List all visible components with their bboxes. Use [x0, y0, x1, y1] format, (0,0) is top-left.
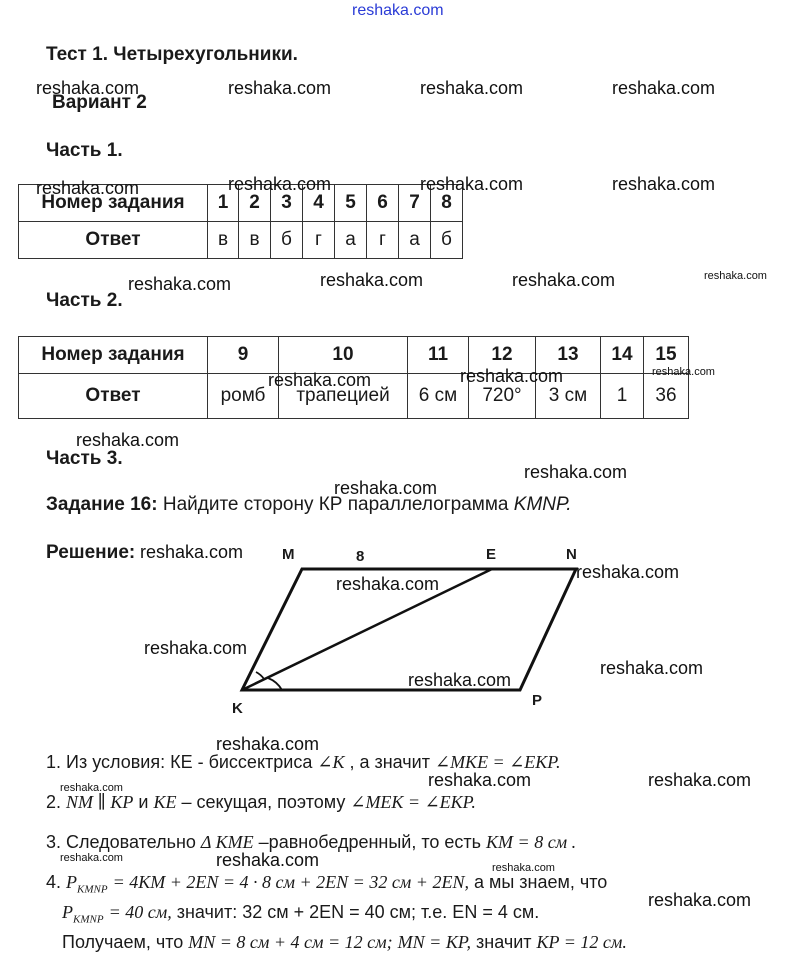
- watermark[interactable]: reshaka.com: [268, 370, 372, 390]
- task16-text: Найдите сторону КР параллелограмма: [162, 494, 509, 515]
- part3-title: Часть 3.: [46, 448, 123, 469]
- watermark[interactable]: reshaka.com: [60, 852, 123, 864]
- watermark[interactable]: reshaka.com: [576, 562, 680, 582]
- page-title: Тест 1. Четырехугольники.: [46, 44, 298, 65]
- part1-task-header: Номер задания: [19, 185, 208, 222]
- watermark[interactable]: reshaka.com: [140, 542, 244, 562]
- part1-answer-cell: а: [335, 222, 367, 259]
- part1-task-cell: 2: [239, 185, 271, 222]
- vertex-n-label: N: [566, 546, 577, 563]
- watermark[interactable]: reshaka.com: [648, 770, 752, 790]
- watermark[interactable]: reshaka.com: [60, 782, 123, 794]
- part2-task-cell: 15: [644, 337, 689, 374]
- step4-math-2: = 4KM + 2EN = 4 · 8 см + 2EN = 32 см + 2EN,: [112, 872, 469, 892]
- watermark[interactable]: reshaka.com: [128, 274, 232, 294]
- watermark[interactable]: reshaka.com: [420, 174, 524, 194]
- part1-task-cell: 5: [335, 185, 367, 222]
- watermark[interactable]: reshaka.com: [612, 174, 716, 194]
- part1-task-cell: 7: [399, 185, 431, 222]
- vertex-p-label: P: [532, 692, 543, 709]
- part1-answer-cell: г: [303, 222, 335, 259]
- vertex-e-label: E: [486, 546, 497, 563]
- step5-math-3: KP = 12 см.: [536, 932, 627, 952]
- part2-answer-cell: 36: [644, 374, 689, 419]
- part1-task-cell: 4: [303, 185, 335, 222]
- task16-figure-name: KMNP.: [513, 494, 572, 515]
- part2-answer-cell: 720°: [469, 374, 536, 419]
- part1-answer-cell: в: [239, 222, 271, 259]
- step3-text-b: –равнобедренный, то есть: [258, 832, 482, 852]
- angle-arc-2: [268, 678, 282, 690]
- watermark[interactable]: reshaka.com: [492, 862, 555, 874]
- part1-title: Часть 1.: [46, 140, 123, 161]
- step4-math-4: = 40 см,: [108, 902, 172, 922]
- step3-text-a: 3. Следовательно: [46, 832, 196, 852]
- watermark[interactable]: reshaka.com: [336, 574, 440, 594]
- solution-label: Решение:: [46, 542, 136, 563]
- watermark[interactable]: reshaka.com: [428, 770, 532, 790]
- watermark[interactable]: reshaka.com: [228, 174, 332, 194]
- part2-answer-cell: ромб: [208, 374, 279, 419]
- step2-math-3: ∠MEK = ∠EKP.: [350, 792, 476, 812]
- part1-task-cell: 6: [367, 185, 399, 222]
- part2-task-cell: 10: [279, 337, 408, 374]
- step1-text-a: 1. Из условия: КЕ - биссектриса: [46, 752, 313, 772]
- step1-text-b: , а значит: [349, 752, 430, 772]
- step1-math-1: ∠K: [317, 752, 345, 772]
- step2-math-2: KE: [153, 792, 177, 812]
- vertex-m-label: M: [282, 546, 295, 563]
- step5-math-1: MN = 8 см + 4 см = 12 см;: [188, 932, 393, 952]
- watermark[interactable]: reshaka.com: [36, 178, 140, 198]
- part2-answer-header: Ответ: [19, 374, 208, 419]
- part2-answer-cell: 3 см: [536, 374, 601, 419]
- part2-title: Часть 2.: [46, 290, 123, 311]
- part2-answer-cell: 1: [601, 374, 644, 419]
- watermark[interactable]: reshaka.com: [36, 78, 140, 98]
- step2-text-c: – секущая, поэтому: [181, 792, 346, 812]
- step4-subscript-2: KMNP: [73, 913, 104, 926]
- part1-answer-cell: в: [208, 222, 239, 259]
- watermark[interactable]: reshaka.com: [76, 430, 180, 450]
- step3-math-1: Δ KME: [200, 832, 254, 852]
- solution-step-4: [46, 872, 607, 896]
- step3-math-2: KM = 8 см .: [486, 832, 577, 852]
- watermark[interactable]: reshaka.com: [216, 850, 320, 870]
- segment-me-label: 8: [356, 548, 365, 565]
- watermark[interactable]: reshaka.com: [408, 670, 512, 690]
- watermark[interactable]: reshaka.com: [652, 366, 715, 378]
- variant-title: Вариант 2: [52, 92, 147, 113]
- angle-arc-1: [256, 672, 264, 679]
- step4-text-b: а мы знаем, что: [473, 872, 608, 892]
- part2-answer-cell: 6 см: [408, 374, 469, 419]
- step2-text-a: 2.: [46, 792, 62, 812]
- step2-math-1: NM ∥ KP: [66, 792, 134, 812]
- watermark[interactable]: reshaka.com: [144, 638, 248, 658]
- step5-text-b: значит: [476, 932, 532, 952]
- step4-text-c: значит: 32 см + 2EN = 40 см; т.е. EN = 4 см.: [176, 902, 540, 922]
- solution-step-2: [46, 792, 476, 813]
- task16-label: Задание 16:: [46, 494, 158, 515]
- watermark[interactable]: reshaka.com: [216, 734, 320, 754]
- part1-answer-header: Ответ: [19, 222, 208, 259]
- part1-answer-cell: г: [367, 222, 399, 259]
- watermark[interactable]: reshaka.com: [704, 270, 767, 282]
- step1-math-2: ∠MKE = ∠EKP.: [434, 752, 561, 772]
- step4-math-3: P: [62, 902, 73, 922]
- part2-task-cell: 9: [208, 337, 279, 374]
- part1-task-cell: 1: [208, 185, 239, 222]
- step5-text-a: Получаем, что: [62, 932, 184, 952]
- part1-answer-cell: а: [399, 222, 431, 259]
- part1-task-cell: 3: [271, 185, 303, 222]
- part2-task-cell: 11: [408, 337, 469, 374]
- part2-task-cell: 13: [536, 337, 601, 374]
- part2-task-header: Номер задания: [19, 337, 208, 374]
- step5-math-2: MN = KP,: [397, 932, 471, 952]
- solution-step-4-cont: [62, 902, 539, 926]
- watermark[interactable]: reshaka.com: [612, 78, 716, 98]
- step4-text-a: 4.: [46, 872, 62, 892]
- part1-answer-cell: б: [431, 222, 463, 259]
- part2-task-cell: 12: [469, 337, 536, 374]
- watermark[interactable]: reshaka.com: [420, 78, 524, 98]
- watermark[interactable]: reshaka.com: [320, 270, 424, 290]
- part1-task-cell: 8: [431, 185, 463, 222]
- vertex-k-label: K: [232, 700, 243, 717]
- watermark[interactable]: reshaka.com: [524, 462, 628, 482]
- watermark[interactable]: reshaka.com: [334, 478, 438, 498]
- watermark[interactable]: reshaka.com: [228, 78, 332, 98]
- step4-subscript-1: KMNP: [77, 883, 108, 896]
- watermark[interactable]: reshaka.com: [648, 890, 752, 910]
- step2-text-b: и: [138, 792, 149, 812]
- part2-answer-cell: трапецией: [279, 374, 408, 419]
- part1-answer-cell: б: [271, 222, 303, 259]
- watermark[interactable]: reshaka.com: [460, 366, 564, 386]
- step4-math-1: P: [66, 872, 78, 892]
- watermark[interactable]: reshaka.com: [600, 658, 704, 678]
- solution-step-5: [62, 932, 627, 953]
- top-watermark[interactable]: reshaka.com: [352, 2, 444, 19]
- watermark[interactable]: reshaka.com: [512, 270, 616, 290]
- part2-task-cell: 14: [601, 337, 644, 374]
